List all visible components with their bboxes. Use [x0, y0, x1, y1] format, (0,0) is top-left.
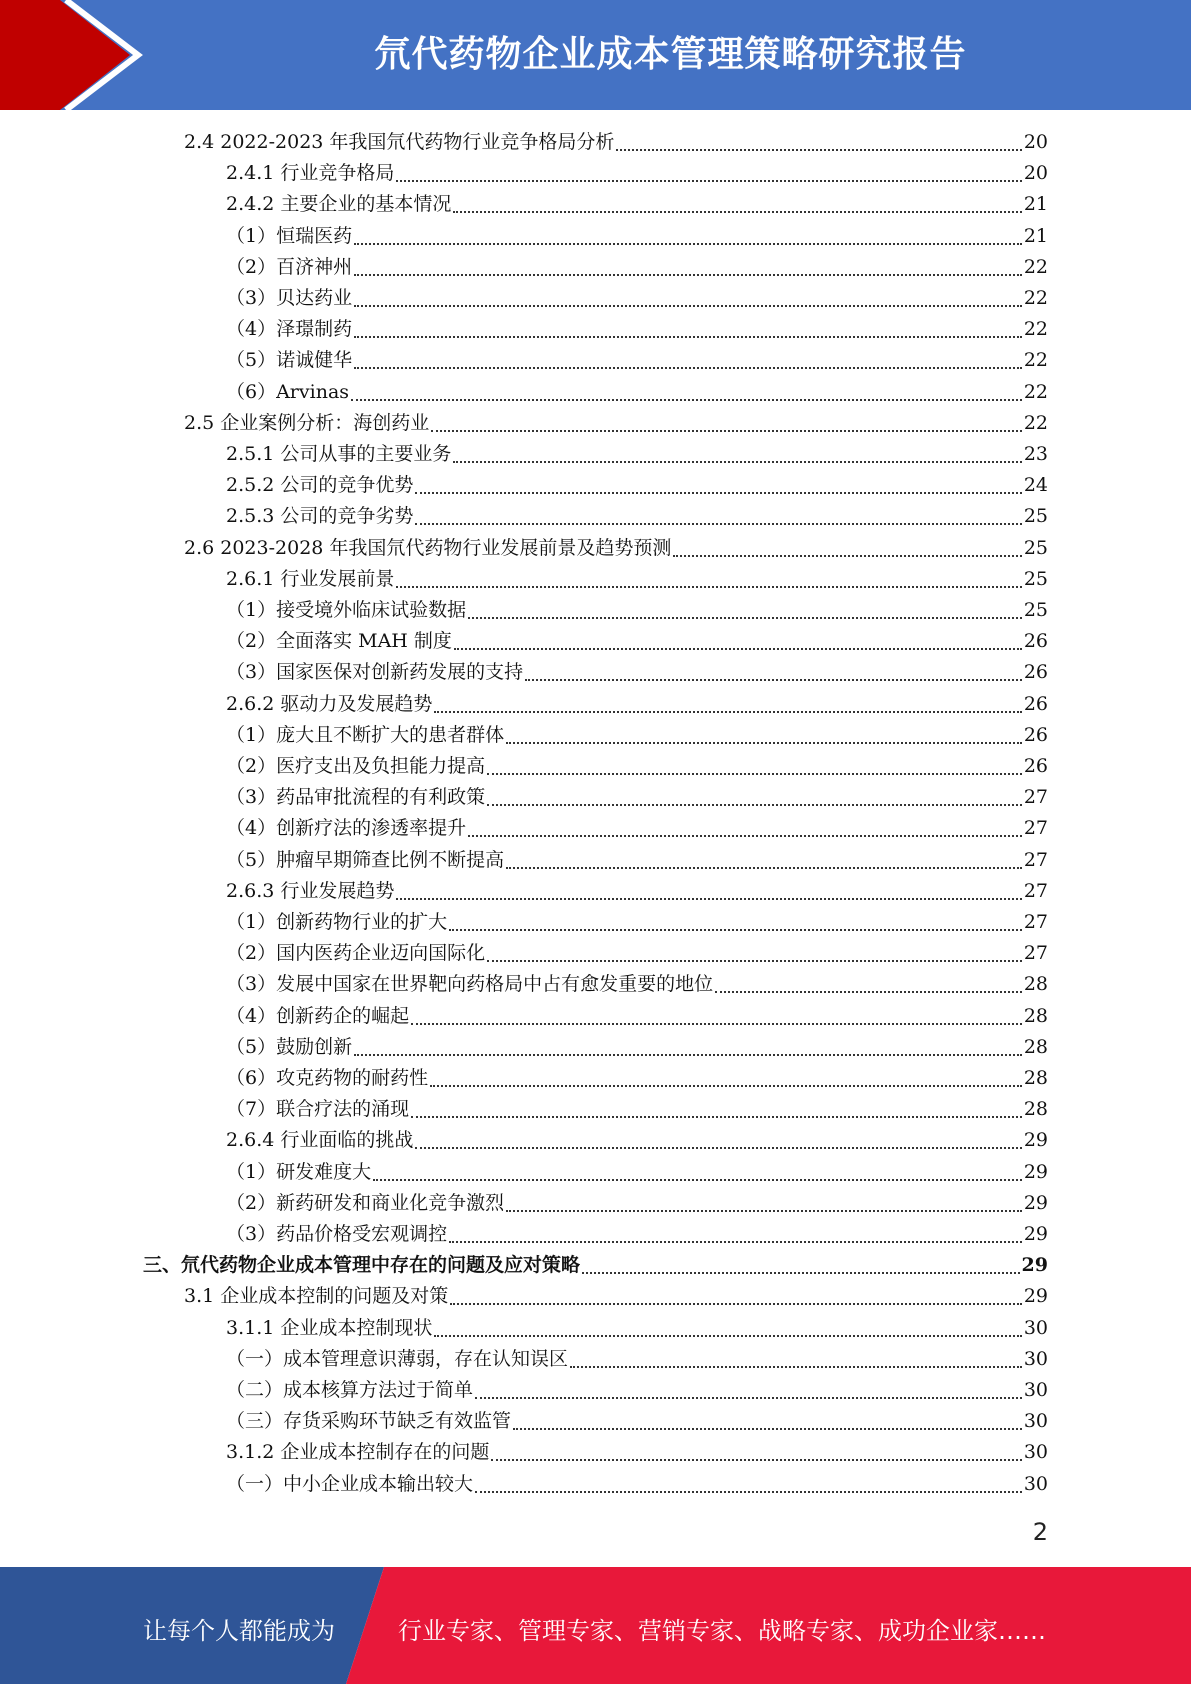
toc-entry-title: （3）药品价格受宏观调控: [226, 1223, 448, 1245]
toc-leader-dots: [354, 345, 1022, 369]
toc-leader-dots: [673, 533, 1021, 557]
toc-entry-page: 25: [1023, 567, 1048, 590]
toc-entry-page: 26: [1023, 692, 1048, 715]
toc-entry-page: 21: [1023, 193, 1048, 216]
toc-entry-page: 30: [1023, 1472, 1048, 1495]
toc-leader-dots: [396, 564, 1021, 588]
toc-entry-title: （一）成本管理意识薄弱，存在认知误区: [226, 1347, 569, 1370]
toc-entry-title: （5）肿瘤早期筛查比例不断提高: [226, 848, 505, 871]
toc-entry[interactable]: [226, 1188, 1048, 1219]
toc-leader-dots: [415, 470, 1021, 494]
toc-entry-page: 27: [1023, 848, 1048, 871]
toc-leader-dots: [430, 1063, 1022, 1087]
toc-entry-page: 29: [1023, 1191, 1048, 1214]
toc-entry[interactable]: [226, 1001, 1048, 1032]
toc-entry-page: 29: [1023, 1129, 1048, 1152]
toc-entry[interactable]: [226, 907, 1048, 938]
toc-entry[interactable]: [226, 439, 1048, 470]
toc-entry-title: 3.1.1 企业成本控制现状: [226, 1316, 433, 1339]
toc-entry-title: 三、氘代药物企业成本管理中存在的问题及应对策略: [143, 1254, 581, 1277]
toc-entry-title: 2.5 企业案例分析：海创药业: [184, 411, 430, 434]
toc-entry[interactable]: [226, 377, 1048, 408]
toc-entry-title: 3.1.2 企业成本控制存在的问题: [226, 1441, 490, 1464]
toc-entry-page: 20: [1023, 162, 1048, 185]
toc-leader-dots: [411, 1094, 1022, 1118]
toc-entry-title: （1）庞大且不断扩大的患者群体: [226, 723, 505, 746]
toc-entry[interactable]: [226, 314, 1048, 345]
toc-leader-dots: [616, 127, 1021, 151]
toc-entry[interactable]: [226, 501, 1048, 532]
toc-entry-page: 25: [1023, 505, 1048, 528]
header-arrow-decoration: [0, 0, 160, 110]
toc-entry-page: 24: [1023, 474, 1048, 497]
toc-entry-page: 26: [1023, 755, 1048, 777]
toc-entry-page: 26: [1023, 630, 1048, 653]
toc-entry[interactable]: [226, 751, 1048, 782]
toc-entry-title: （2）百济神州: [226, 255, 353, 278]
toc-entry-title: 2.6.2 驱动力及发展趋势: [226, 692, 433, 715]
toc-entry-title: （1）接受境外临床试验数据: [226, 599, 467, 621]
toc-leader-dots: [449, 1219, 1022, 1243]
page-header: [0, 0, 1191, 110]
toc-entry[interactable]: [226, 1063, 1048, 1094]
toc-entry-title: （3）药品审批流程的有利政策: [226, 786, 486, 809]
toc-entry[interactable]: [226, 158, 1048, 189]
toc-leader-dots: [396, 876, 1021, 900]
toc-leader-dots: [434, 689, 1021, 713]
toc-entry-page: 27: [1023, 817, 1048, 840]
toc-entry[interactable]: [184, 533, 1048, 564]
toc-entry-title: （2）医疗支出及负担能力提高: [226, 755, 486, 777]
toc-leader-dots: [570, 1344, 1022, 1368]
toc-entry[interactable]: [226, 1157, 1048, 1188]
toc-leader-dots: [396, 158, 1021, 182]
page-number: 2: [1032, 1518, 1048, 1546]
toc-leader-dots: [506, 1188, 1022, 1212]
toc-entry-page: 27: [1023, 911, 1048, 933]
toc-leader-dots: [491, 1437, 1021, 1461]
toc-leader-dots: [487, 751, 1022, 775]
toc-entry[interactable]: [226, 626, 1048, 657]
toc-leader-dots: [354, 283, 1022, 307]
toc-leader-dots: [449, 907, 1022, 931]
footer-slogan-left: 让每个人都能成为: [143, 1617, 335, 1645]
toc-leader-dots: [415, 501, 1021, 525]
page-footer: [0, 1567, 1191, 1684]
toc-entry-page: 30: [1023, 1316, 1048, 1339]
toc-leader-dots: [525, 657, 1022, 681]
toc-leader-dots: [468, 595, 1022, 619]
toc-entry[interactable]: [226, 595, 1048, 626]
toc-entry-title: 2.5.1 公司从事的主要业务: [226, 443, 452, 465]
toc-entry-page: 29: [1023, 1285, 1048, 1308]
toc-entry[interactable]: [226, 720, 1048, 751]
toc-entry-page: 22: [1023, 287, 1048, 309]
toc-entry-page: 28: [1023, 973, 1048, 996]
toc-entry[interactable]: [226, 221, 1048, 252]
toc-entry-page: 22: [1023, 255, 1048, 278]
toc-entry[interactable]: [226, 782, 1048, 813]
toc-entry-page: 30: [1023, 1441, 1048, 1464]
toc-entry-title: 2.6 2023-2028 年我国氘代药物行业发展前景及趋势预测: [184, 536, 672, 559]
toc-entry-page: 25: [1023, 536, 1048, 559]
toc-entry[interactable]: [226, 283, 1048, 314]
toc-entry-title: 2.5.2 公司的竞争优势: [226, 474, 414, 497]
toc-entry[interactable]: [226, 1375, 1048, 1406]
toc-entry-title: （4）泽璟制药: [226, 318, 353, 341]
toc-entry-title: 2.6.1 行业发展前景: [226, 567, 395, 590]
toc-entry-page: 27: [1023, 879, 1048, 902]
toc-entry[interactable]: [226, 345, 1048, 376]
toc-leader-dots: [450, 1281, 1022, 1305]
toc-entry[interactable]: [226, 252, 1048, 283]
toc-entry-page: 20: [1023, 131, 1048, 153]
toc-entry-title: （5）鼓励创新: [226, 1035, 353, 1058]
toc-entry-page: 27: [1023, 786, 1048, 809]
toc-leader-dots: [454, 626, 1022, 650]
toc-leader-dots: [354, 221, 1022, 245]
toc-entry-title: （4）创新疗法的渗透率提升: [226, 817, 467, 840]
toc-leader-dots: [453, 439, 1021, 463]
toc-entry[interactable]: [226, 1437, 1048, 1468]
toc-leader-dots: [513, 1406, 1022, 1430]
toc-entry-title: 2.4.1 行业竞争格局: [226, 162, 395, 185]
toc-entry[interactable]: [226, 938, 1048, 969]
toc-leader-dots: [351, 377, 1022, 401]
toc-entry-title: （6）Arvinas: [226, 380, 350, 403]
toc-entry-page: 29: [1021, 1254, 1048, 1277]
toc-entry[interactable]: [184, 127, 1048, 158]
toc-entry-title: （2）新药研发和商业化竞争激烈: [226, 1191, 505, 1214]
toc-entry[interactable]: [184, 408, 1048, 439]
toc-entry-page: 26: [1023, 723, 1048, 746]
toc-entry-title: （5）诺诚健华: [226, 349, 353, 372]
toc-entry-title: （三）存货采购环节缺乏有效监管: [226, 1410, 512, 1433]
toc-entry-page: 25: [1023, 599, 1048, 621]
toc-entry[interactable]: [226, 1344, 1048, 1375]
toc-entry[interactable]: [226, 564, 1048, 595]
toc-entry[interactable]: [226, 689, 1048, 720]
page-title: 氘代药物企业成本管理策略研究报告: [374, 34, 967, 75]
toc-entry-page: 29: [1023, 1223, 1048, 1245]
toc-entry-title: （6）攻克药物的耐药性: [226, 1067, 429, 1089]
toc-leader-dots: [434, 1313, 1021, 1337]
toc-entry-page: 28: [1023, 1098, 1048, 1121]
footer-slogan-right: 行业专家、管理专家、营销专家、战略专家、成功企业家……: [398, 1617, 1046, 1645]
toc-leader-dots: [487, 938, 1022, 962]
toc-entry-title: 2.6.3 行业发展趋势: [226, 879, 395, 902]
toc-entry[interactable]: [226, 1219, 1048, 1250]
toc-entry[interactable]: [226, 813, 1048, 844]
toc-entry-title: 2.5.3 公司的竞争劣势: [226, 505, 414, 528]
toc-entry[interactable]: [226, 876, 1048, 907]
toc-leader-dots: [715, 969, 1022, 993]
toc-entry[interactable]: [226, 1125, 1048, 1156]
toc-leader-dots: [453, 189, 1021, 213]
toc-entry-page: 22: [1023, 318, 1048, 341]
toc-leader-dots: [506, 720, 1022, 744]
toc-entry-page: 30: [1023, 1347, 1048, 1370]
toc-entry-page: 26: [1023, 661, 1048, 684]
toc-entry-page: 28: [1023, 1035, 1048, 1058]
toc-entry-title: （一）中小企业成本输出较大: [226, 1472, 474, 1495]
toc-entry[interactable]: [226, 969, 1048, 1000]
toc-entry-title: （1）研发难度大: [226, 1160, 372, 1183]
toc-entry-page: 22: [1023, 349, 1048, 372]
toc-entry[interactable]: [184, 1281, 1048, 1312]
toc-entry[interactable]: [226, 845, 1048, 876]
toc-leader-dots: [506, 845, 1022, 869]
toc-entry-title: （1）创新药物行业的扩大: [226, 911, 448, 933]
toc-leader-dots: [475, 1375, 1022, 1399]
toc-leader-dots: [354, 252, 1022, 276]
toc-entry[interactable]: [226, 1313, 1048, 1344]
toc-entry-title: 3.1 企业成本控制的问题及对策: [184, 1285, 449, 1308]
toc-entry-page: 21: [1023, 224, 1048, 247]
toc-entry[interactable]: [226, 1469, 1048, 1500]
toc-entry-title: （7）联合疗法的涌现: [226, 1098, 410, 1121]
toc-entry-title: （2）全面落实 MAH 制度: [226, 630, 452, 653]
toc-entry-page: 22: [1023, 411, 1048, 434]
toc-entry-title: （2）国内医药企业迈向国际化: [226, 942, 486, 965]
toc-leader-dots: [354, 1032, 1022, 1056]
toc-entry-page: 23: [1023, 443, 1048, 465]
toc-entry-page: 28: [1023, 1067, 1048, 1089]
toc-entry-title: 2.6.4 行业面临的挑战: [226, 1129, 414, 1152]
toc-entry-page: 22: [1023, 380, 1048, 403]
toc-entry-page: 28: [1023, 1004, 1048, 1027]
toc-entry-page: 30: [1023, 1410, 1048, 1433]
toc-leader-dots: [415, 1125, 1021, 1149]
toc-entry[interactable]: [226, 1406, 1048, 1437]
toc-entry-title: （二）成本核算方法过于简单: [226, 1379, 474, 1401]
toc-entry-page: 30: [1023, 1379, 1048, 1401]
toc-entry[interactable]: [143, 1250, 1048, 1281]
toc-entry[interactable]: [226, 1032, 1048, 1063]
toc-leader-dots: [354, 314, 1022, 338]
toc-entry-title: 2.4 2022-2023 年我国氘代药物行业竞争格局分析: [184, 131, 615, 153]
toc-leader-dots: [582, 1250, 1020, 1274]
toc-entry-title: （4）创新药企的崛起: [226, 1004, 410, 1027]
toc-entry-page: 27: [1023, 942, 1048, 965]
toc-entry-title: （3）发展中国家在世界靶向药格局中占有愈发重要的地位: [226, 973, 714, 996]
toc-entry-page: 29: [1023, 1160, 1048, 1183]
toc-leader-dots: [431, 408, 1022, 432]
toc-entry-title: （3）国家医保对创新药发展的支持: [226, 661, 524, 684]
toc-leader-dots: [411, 1001, 1022, 1025]
toc-leader-dots: [475, 1469, 1022, 1493]
toc-entry-title: 2.4.2 主要企业的基本情况: [226, 193, 452, 216]
toc-leader-dots: [468, 813, 1022, 837]
toc-entry[interactable]: [226, 1094, 1048, 1125]
toc-entry-title: （3）贝达药业: [226, 287, 353, 309]
toc-entry-title: （1）恒瑞医药: [226, 224, 353, 247]
toc-entry[interactable]: [226, 470, 1048, 501]
toc-leader-dots: [373, 1157, 1022, 1181]
toc-entry[interactable]: [226, 657, 1048, 688]
toc-leader-dots: [487, 782, 1022, 806]
toc-entry[interactable]: [226, 189, 1048, 220]
